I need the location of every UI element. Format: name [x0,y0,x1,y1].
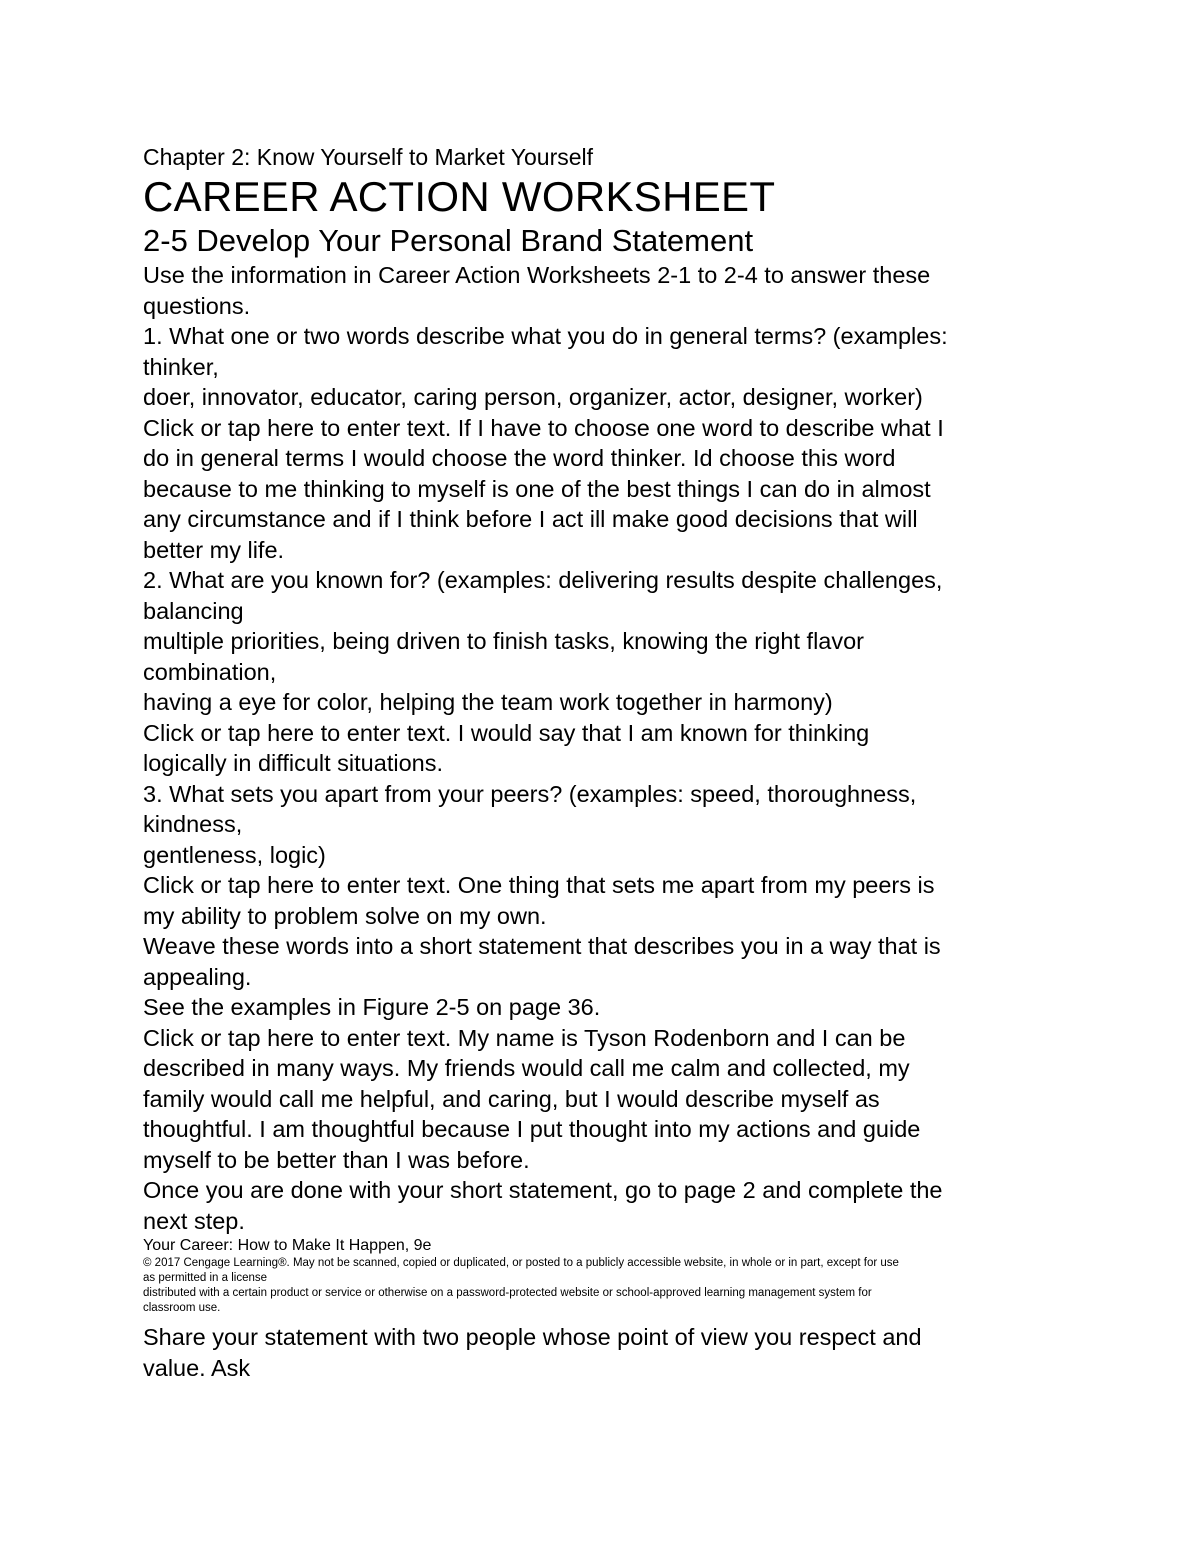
statement-line[interactable]: family would call me helpful, and caring, but I would describe myself as [143,1085,880,1112]
answer-3-line[interactable]: my ability to problem solve on my own. [143,902,547,929]
instruction-line: See the examples in Figure 2-5 on page 36. [143,994,601,1020]
continuation-text [143,1322,1063,1383]
answer-1-field[interactable]: Click or tap here to enter text. If I have to choose one word to describe what I [143,414,944,441]
body-line: multiple priorities, being driven to finish tasks, knowing the right flavor [143,628,865,654]
footer-copyright-line: as permitted in a license [143,1272,268,1284]
chapter-heading: Chapter 2: Know Yourself to Market Yourself [143,144,594,170]
body-line: having a eye for color, helping the team work together in harmony) [143,689,833,715]
body-line: thinker, [143,353,219,380]
page-footer [143,1236,1063,1316]
footer-copyright-line: distributed with a certain product or service or otherwise on a password-protected website or school-approved learning management system for [143,1287,872,1299]
body-line: value. Ask [143,1354,251,1381]
instruction-line: Once you are done with your short statement, go to page 2 and complete the [143,1177,943,1203]
statement-line[interactable]: described in many ways. My friends would call me calm and collected, my [143,1055,910,1081]
body-line: doer, innovator, educator, caring person, organizer, actor, designer, worker) [143,384,923,410]
body-line: gentleness, logic) [143,841,326,868]
answer-1-line[interactable]: any circumstance and if I think before I act ill make good decisions that will [143,506,918,532]
answer-2-line[interactable]: logically in difficult situations. [143,750,443,776]
body-line: Use the information in Career Action Worksheets 2-1 to 2-4 to answer these [143,262,931,288]
body-line: kindness, [143,811,243,837]
worksheet-title: CAREER ACTION WORKSHEET [143,173,776,220]
instruction-line: Weave these words into a short statement that describes you in a way that is [143,933,941,959]
answer-1-line[interactable]: better my life. [143,536,285,563]
body-line: appealing. [143,963,252,990]
body-line: Share your statement with two people whose point of view you respect and [143,1324,922,1350]
worksheet-page [143,142,1063,1383]
statement-line[interactable]: myself to be better than I was before. [143,1146,530,1173]
question-2: 2. What are you known for? (examples: delivering results despite challenges, [143,567,943,593]
footer-book-title: Your Career: How to Make It Happen, 9e [143,1237,432,1254]
answer-1-line[interactable]: do in general terms I would choose the word thinker. Id choose this word [143,445,896,471]
answer-2-field[interactable]: Click or tap here to enter text. I would say that I am known for thinking [143,719,870,746]
worksheet-subtitle: 2-5 Develop Your Personal Brand Statement [143,223,754,258]
body-line: balancing [143,597,244,624]
body-line: questions. [143,292,251,319]
answer-1-line[interactable]: because to me thinking to myself is one of the best things I can do in almost [143,475,931,502]
statement-line[interactable]: thoughtful. I am thoughtful because I put thought into my actions and guide [143,1116,921,1142]
answer-3-field[interactable]: Click or tap here to enter text. One thing that sets me apart from my peers is [143,872,935,898]
body-line: combination, [143,658,277,685]
footer-copyright-line: © 2017 Cengage Learning®. May not be scanned, copied or duplicated, or posted to a publicly accessible website, in whole or in part, except for use [143,1257,899,1269]
statement-field[interactable]: Click or tap here to enter text. My name is Tyson Rodenborn and I can be [143,1024,906,1051]
body-line: next step. [143,1207,245,1234]
footer-copyright-line: classroom use. [143,1302,221,1314]
worksheet-body [143,260,1063,1236]
question-1: 1. What one or two words describe what you do in general terms? (examples: [143,323,948,349]
question-3: 3. What sets you apart from your peers? (examples: speed, thoroughness, [143,780,917,807]
